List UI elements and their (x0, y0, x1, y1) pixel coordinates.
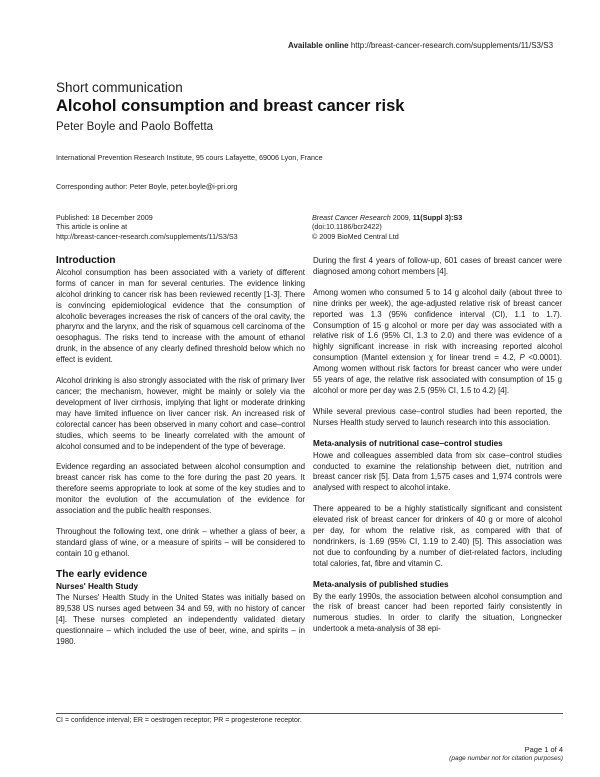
citation-volume: 11(Suppl 3):S3 (412, 213, 463, 222)
footnote-divider (56, 713, 563, 714)
meta-paragraph-2: There appeared to be a highly statistically significant and consistent elevated risk of breast cancer for drinkers of 40 g or more of alcohol per day, for whom the relative risk, as compared with that of nondrinkers, is 1.69 (95% CI, 1.19 to 2.40) [5]. This association was not due to confounding by a number of diet-related factors, including total calories, fat, fibre and vitamin C. (313, 504, 562, 568)
rr-text-a: Among women who consumed 5 to 14 g alcohol daily (about three to nine drinks per week), the age-adjusted relative risk of breast cancer reported was 1.3 (95% confidence interval (CI), 1.1 to 1.7). Consumption of 15 g alcohol or more per day was associated with a relative risk of 1.6 (95% CI, 1.3 to 2.0) and there was evidence of a highly significant increase in risk with increasing reported alcohol consumption (Mantel extension χ for linear trend = 4.2, (313, 287, 562, 363)
p-value-symbol: P (519, 353, 525, 363)
publication-info (56, 213, 286, 241)
article-title: Alcohol consumption and breast cancer risk (56, 97, 405, 115)
affiliation: International Prevention Research Institute, 95 cours Lafayette, 69006 Lyon, France (56, 153, 323, 162)
left-column (56, 256, 305, 658)
published-paragraph-1: By the early 1990s, the association between alcohol consumption and the risk of breast cancer had been reported fairly consistently in numerous studies. In order to clarify the situation, Longnecker undertook a meta-analysis of 38 epi- (313, 591, 562, 634)
availability-line (288, 41, 553, 50)
meta-analysis-nutritional-heading: Meta-analysis of nutritional case–control studies (313, 438, 503, 448)
citation-info (312, 213, 562, 241)
copyright: © 2009 BioMed Central Ltd (312, 231, 399, 241)
available-label: Available online (288, 41, 349, 50)
intro-paragraph-1: Alcohol consumption has been associated with a variety of different forms of cancer in man for several centuries. The evidence linking alcohol drinking to cancer risk has been reviewed recently [1-3]. There is convincing epidemiological evidence that the consumption of alcoholic beverages increases the risk of cancers of the oral cavity, the pharynx and the larynx, and the risk of squamous cell carcinoma of the oesophagus. The risks tend to increase with the amount of ethanol drunk, in the absence of any clearly defined threshold below which no effect is evident. (56, 267, 305, 365)
citation-doi[interactable]: (doi:10.1186/bcr2422) (312, 222, 382, 232)
right-column (313, 256, 562, 645)
nurses-paragraph-1: The Nurses' Health Study in the United States was initially based on 89,538 US nurses aged between 34 and 59, with no history of cancer [4]. These nurses completed an independently validated dietary questionnaire – which included the use of beer, wine, and spirits – in 1980. (56, 593, 305, 647)
early-evidence-heading: The early evidence (56, 568, 148, 580)
journal-name: Breast Cancer Research (312, 213, 391, 222)
intro-paragraph-2: Alcohol drinking is also strongly associated with the risk of primary liver cancer; the mechanism, however, might be mainly or solely via the development of liver cirrhosis, implying that light or moderate drinking may have limited influence on liver cancer risk. An increased risk of colorectal cancer has been observed in many cohort and case–control studies, which seems to be linearly correlated with the amount of alcohol consumed and to be independent of the type of beverage. (56, 376, 305, 451)
followup-paragraph: During the first 4 years of follow-up, 601 cases of breast cancer were diagnosed among cohort members [4]. (313, 256, 562, 276)
published-date: Published: 18 December 2009 (56, 213, 153, 222)
meta-paragraph-1: Howe and colleagues assembled data from six case–control studies conducted to examine the relationship between diet, nutrition and breast cancer risk [5]. Data from 1,575 cases and 1,974 controls were analysed with respect to alcohol intake. (313, 450, 562, 493)
page-number-note: (page number not for citation purposes) (449, 755, 563, 762)
online-label: This article is online at (56, 222, 128, 232)
corresponding-author: Corresponding author: Peter Boyle, peter.boyle@i-pri.org (56, 182, 238, 191)
intro-paragraph-3: Evidence regarding an associated between alcohol consumption and breast cancer risk has come to the fore during the past 20 years. It therefore seems appropriate to look at some of the key studies and to monitor the evolution of the accumulation of the evidence for association and the public health responses. (56, 462, 305, 516)
citation-year: 2009, (392, 213, 411, 222)
case-control-paragraph: While several previous case–control studies had been reported, the Nurses Health study served to launch research into this association. (313, 406, 562, 427)
nurses-study-heading: Nurses' Health Study (56, 581, 139, 591)
article-authors: Peter Boyle and Paolo Boffetta (56, 121, 214, 133)
relative-risk-paragraph (313, 288, 562, 397)
page-number: Page 1 of 4 (524, 745, 563, 754)
introduction-heading: Introduction (56, 255, 116, 266)
article-url[interactable]: http://breast-cancer-research.com/supplements/11/S3/S3 (350, 41, 554, 50)
rr-text-b: <0.0001). Among women without risk factors for breast cancer who were under 55 years of age, the relative risk associated with consumption of 15 g alcohol or more per day was 2.5 (95% CI, 1.5 to 4.2) [4]. (313, 353, 562, 395)
meta-analysis-published-heading: Meta-analysis of published studies (313, 579, 449, 589)
article-category: Short communication (56, 80, 183, 95)
online-url[interactable]: http://breast-cancer-research.com/supplements/11/S3/S3 (56, 231, 238, 241)
intro-paragraph-4: Throughout the following text, one drink – whether a glass of beer, a standard glass of wine, or a measure of spirits – will be considered to contain 10 g ethanol. (56, 526, 305, 558)
abbreviations-footnote: CI = confidence interval; ER = oestrogen receptor; PR = progesterone receptor. (56, 717, 302, 724)
